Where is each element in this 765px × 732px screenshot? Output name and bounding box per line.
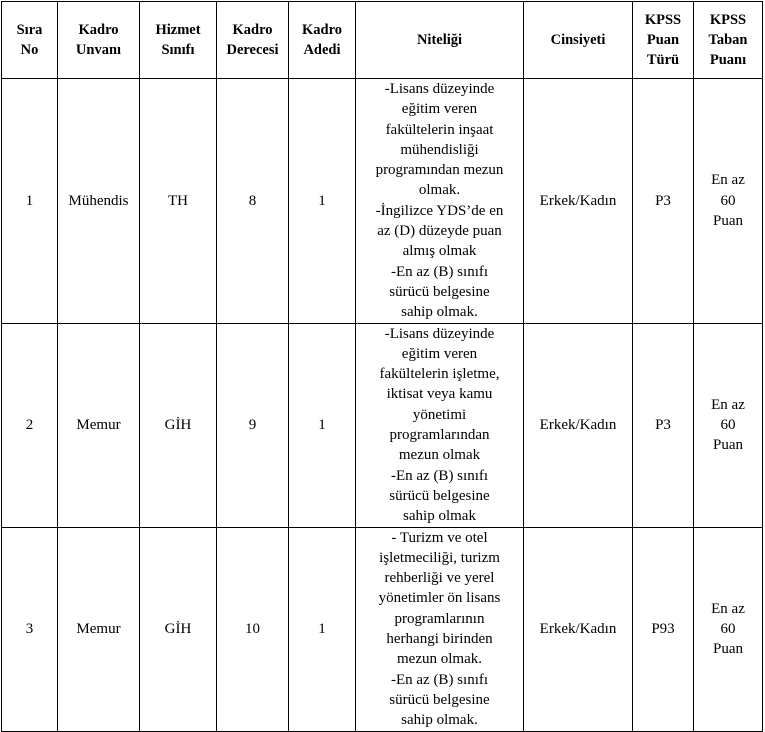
niteligi-line: mezun olmak. <box>397 651 482 668</box>
cell-kpss-taban-puani: En az 60 Puan <box>694 79 763 324</box>
niteligi-line: programlarının <box>394 610 485 627</box>
niteligi-line: eğitim veren <box>401 101 478 118</box>
cell-kpss-puan-turu: P3 <box>633 323 694 527</box>
cell-sira-no: 3 <box>2 527 58 731</box>
niteligi-line: fakültelerin inşaat <box>385 121 494 138</box>
header-hizmet-sinifi: Hizmet Sınıfı <box>140 2 217 79</box>
niteligi-line: işletmeciliği, turizm <box>379 549 500 566</box>
header-niteligi: Niteliği <box>356 2 524 79</box>
header-kadro-derecesi: Kadro Derecesi <box>217 2 289 79</box>
niteligi-line: mezun olmak <box>398 447 481 464</box>
cell-hizmet-sinifi: TH <box>140 79 217 324</box>
niteligi-line: programlarından <box>389 427 490 444</box>
niteligi-line: -İngilizce YDS’de en <box>375 202 504 219</box>
cell-kadro-derecesi: 8 <box>217 79 289 324</box>
niteligi-line: olmak. <box>418 182 461 199</box>
cell-cinsiyeti: Erkek/Kadın <box>524 527 633 731</box>
header-cinsiyeti: Cinsiyeti <box>524 2 633 79</box>
cell-kpss-puan-turu: P3 <box>633 79 694 324</box>
niteligi-line: almış olmak <box>402 243 477 260</box>
niteligi-line: yönetimi <box>412 406 467 423</box>
niteligi-line: sürücü belgesine <box>389 283 490 300</box>
cell-kadro-adedi: 1 <box>289 527 356 731</box>
niteligi-line: sürücü belgesine <box>389 691 490 708</box>
table-row <box>2 527 763 731</box>
cell-niteligi <box>356 527 524 731</box>
cell-kadro-unvani: Mühendis <box>58 79 140 324</box>
header-kpss-taban-puani: KPSS Taban Puanı <box>694 2 763 79</box>
cell-hizmet-sinifi: GİH <box>140 323 217 527</box>
header-row <box>2 2 763 79</box>
cell-kpss-taban-puani: En az 60 Puan <box>694 527 763 731</box>
niteligi-line: programından mezun <box>375 162 504 179</box>
niteligi-line: mühendisliği <box>400 141 479 158</box>
cell-sira-no: 2 <box>2 323 58 527</box>
cell-hizmet-sinifi: GİH <box>140 527 217 731</box>
niteligi-line: -Lisans düzeyinde <box>384 325 495 342</box>
cell-kadro-derecesi: 10 <box>217 527 289 731</box>
cell-niteligi <box>356 79 524 324</box>
kadro-table <box>1 1 763 732</box>
niteligi-line: -En az (B) sınıfı <box>390 467 489 484</box>
cell-cinsiyeti: Erkek/Kadın <box>524 79 633 324</box>
header-kadro-adedi: Kadro Adedi <box>289 2 356 79</box>
niteligi-line: eğitim veren <box>401 345 478 362</box>
cell-kadro-derecesi: 9 <box>217 323 289 527</box>
cell-kadro-unvani: Memur <box>58 527 140 731</box>
cell-kadro-unvani: Memur <box>58 323 140 527</box>
niteligi-line: sürücü belgesine <box>389 487 490 504</box>
niteligi-line: -Lisans düzeyinde <box>384 81 495 97</box>
cell-kpss-taban-puani: En az 60 Puan <box>694 323 763 527</box>
niteligi-line: -En az (B) sınıfı <box>390 671 489 688</box>
niteligi-line: herhangi birinden <box>386 631 493 648</box>
niteligi-line: - Turizm ve otel <box>391 529 488 546</box>
niteligi-line: sahip olmak. <box>401 304 478 321</box>
header-kadro-unvani: Kadro Unvanı <box>58 2 140 79</box>
niteligi-line: sahip olmak <box>403 508 476 525</box>
cell-kadro-adedi: 1 <box>289 79 356 324</box>
niteligi-line: sahip olmak. <box>401 712 478 729</box>
niteligi-line: az (D) düzeyde puan <box>377 223 502 240</box>
header-kpss-puan-turu: KPSS Puan Türü <box>633 2 694 79</box>
table-row <box>2 79 763 324</box>
cell-niteligi <box>356 323 524 527</box>
niteligi-line: iktisat veya kamu <box>386 386 493 403</box>
cell-cinsiyeti: Erkek/Kadın <box>524 323 633 527</box>
header-sira-no: Sıra No <box>2 2 58 79</box>
niteligi-line: rehberliği ve yerel <box>384 570 495 587</box>
niteligi-line: yönetimler ön lisans <box>378 590 501 607</box>
niteligi-line: fakültelerin işletme, <box>379 366 500 383</box>
cell-sira-no: 1 <box>2 79 58 324</box>
cell-kpss-puan-turu: P93 <box>633 527 694 731</box>
cell-kadro-adedi: 1 <box>289 323 356 527</box>
niteligi-line: -En az (B) sınıfı <box>390 263 489 280</box>
table-row <box>2 323 763 527</box>
